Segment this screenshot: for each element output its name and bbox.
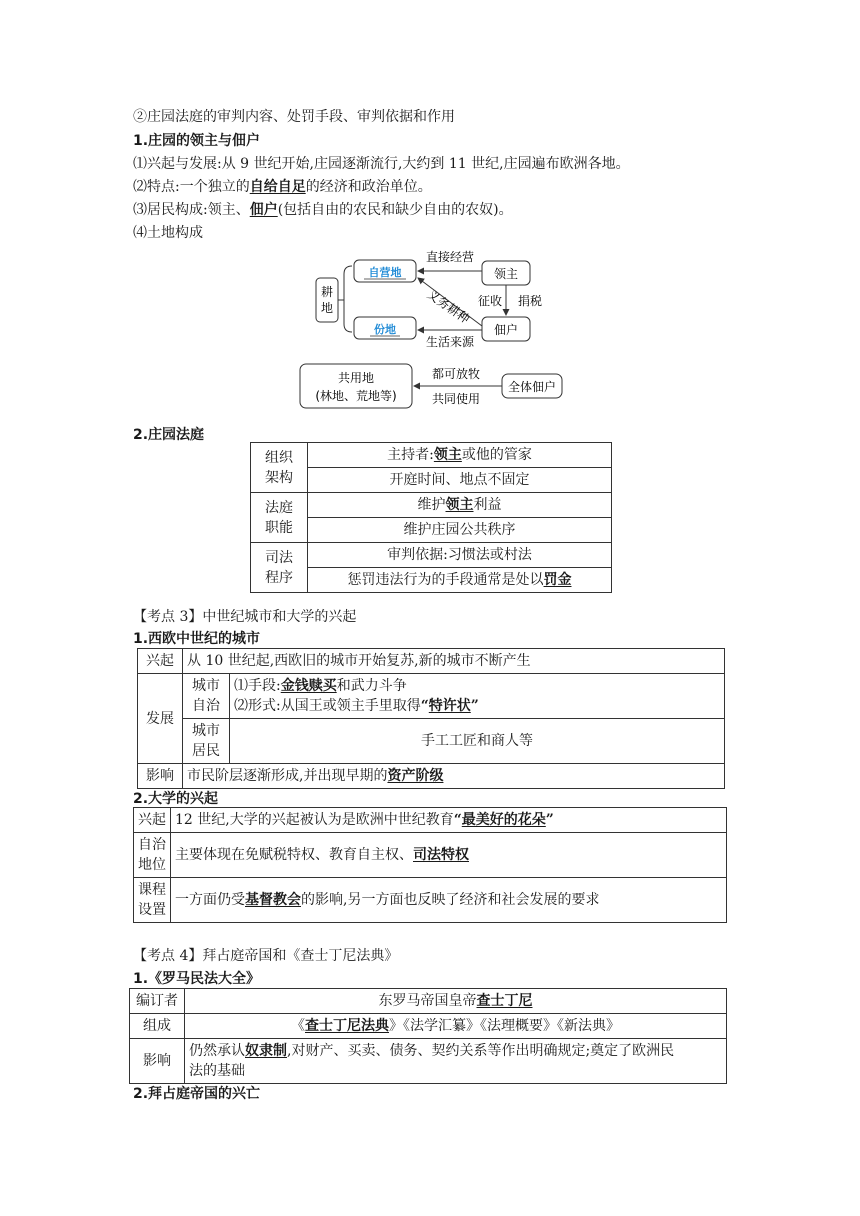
cell: 从 10 世纪起,西欧旧的城市开始复苏,新的城市不断产生 [183, 649, 725, 674]
section-heading: 【考点 4】拜占庭帝国和《查士丁尼法典》 [133, 948, 399, 964]
row-header: 影响 [138, 764, 183, 789]
cell: 仍然承认奴隶制,对财产、买卖、债务、契约关系等作出明确规定;奠定了欧洲民 法的基础 [185, 1039, 727, 1084]
paragraph: ⑷土地构成 [133, 225, 203, 241]
row-header: 自治 地位 [134, 833, 171, 878]
paragraph: ⑵特点:一个独立的自给自足的经济和政治单位。 [133, 179, 432, 195]
manor-court-table [250, 442, 612, 593]
intro-line: ②庄园法庭的审判内容、处罚手段、审判依据和作用 [133, 109, 455, 125]
section-title: 2.庄园法庭 [133, 427, 205, 443]
land-diagram [296, 244, 568, 412]
section-heading: 【考点 3】中世纪城市和大学的兴起 [133, 609, 357, 625]
row-header: 发展 [138, 674, 183, 764]
dianhu-label: 佃户 [493, 323, 519, 337]
row-header: 编订者 [130, 989, 185, 1014]
gongtong-label: 共同使用 [431, 392, 481, 406]
gengdi-label-2: 地 [320, 301, 334, 315]
zhijie-label: 直接经营 [425, 250, 475, 264]
cell: 开庭时间、地点不固定 [308, 468, 612, 493]
ziyingdi-label: 自营地 [368, 266, 402, 279]
section-title: 1.西欧中世纪的城市 [133, 631, 261, 647]
paragraph: ⑴兴起与发展:从 9 世纪开始,庄园逐渐流行,大约到 11 世纪,庄园遍布欧洲各地。 [133, 156, 630, 172]
cell: ⑴手段:金钱赎买和武力斗争 ⑵形式:从国王或领主手里取得“特许状” [230, 674, 725, 719]
row-header: 组成 [130, 1014, 185, 1039]
gongyong-label: 共用地 [337, 371, 375, 385]
cell: 东罗马帝国皇帝查士丁尼 [185, 989, 727, 1014]
cell: 维护领主利益 [308, 493, 612, 518]
university-table [133, 807, 727, 923]
cell: 《查士丁尼法典》《法学汇纂》《法理概要》《新法典》 [185, 1014, 727, 1039]
gengdi-label-1: 耕 [320, 285, 334, 299]
roman-law-table [129, 988, 727, 1084]
dou-label: 都可放牧 [431, 367, 481, 381]
cell: 惩罚违法行为的手段通常是处以罚金 [308, 568, 612, 593]
row-header: 兴起 [134, 808, 171, 833]
row-header: 影响 [130, 1039, 185, 1084]
sub-header: 城市 自治 [183, 674, 230, 719]
section-title: 2.拜占庭帝国的兴亡 [133, 1086, 261, 1102]
juanshui-label: 捐税 [517, 294, 543, 308]
fendi-label: 份地 [374, 323, 396, 336]
cell: 主要体现在免赋税特权、教育自主权、司法特权 [171, 833, 727, 878]
row-header: 法庭 职能 [251, 493, 308, 543]
section-title: 1.《罗马民法大全》 [133, 971, 261, 987]
paragraph: ⑶居民构成:领主、佃户(包括自由的农民和缺少自由的农奴)。 [133, 202, 513, 218]
shenghuo-label: 生活来源 [425, 335, 475, 349]
zhengshou-label: 征收 [477, 294, 503, 308]
gongyong-sub-label: (林地、荒地等) [315, 389, 397, 403]
yiwu-label: 义务耕种 [424, 287, 472, 327]
cell: 审判依据:习惯法或村法 [308, 543, 612, 568]
lingzhu-label: 领主 [493, 267, 519, 281]
cell: 一方面仍受基督教会的影响,另一方面也反映了经济和社会发展的要求 [171, 878, 727, 923]
sub-header: 城市 居民 [183, 719, 230, 764]
row-header: 组织 架构 [251, 443, 308, 493]
cell: 手工工匠和商人等 [230, 719, 725, 764]
quanti-label: 全体佃户 [507, 380, 557, 394]
city-table [137, 648, 725, 789]
row-header: 司法 程序 [251, 543, 308, 593]
section-title: 2.大学的兴起 [133, 791, 219, 807]
row-header: 课程 设置 [134, 878, 171, 923]
cell: 主持者:领主或他的管家 [308, 443, 612, 468]
section-title: 1.庄园的领主与佃户 [133, 133, 261, 149]
bracket [344, 266, 352, 332]
cell: 12 世纪,大学的兴起被认为是欧洲中世纪教育“最美好的花朵” [171, 808, 727, 833]
cell: 市民阶层逐渐形成,并出现早期的资产阶级 [183, 764, 725, 789]
cell: 维护庄园公共秩序 [308, 518, 612, 543]
row-header: 兴起 [138, 649, 183, 674]
